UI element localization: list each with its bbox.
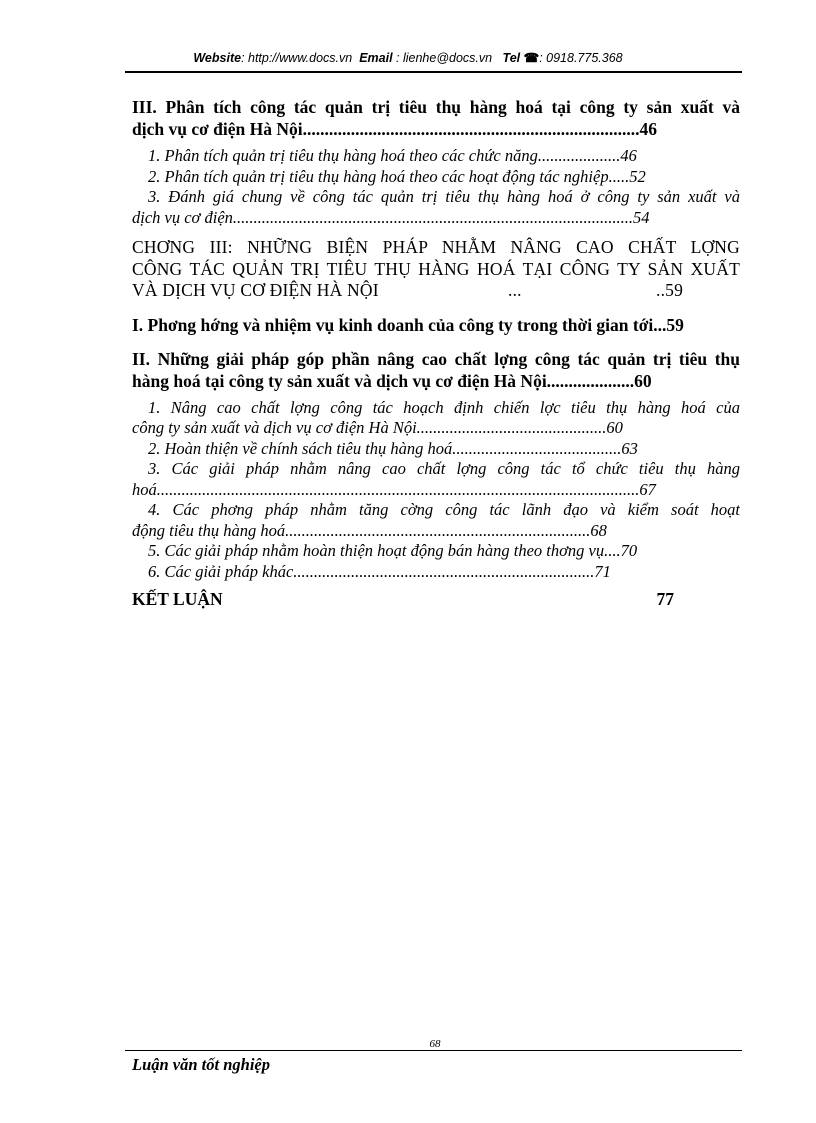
toc-section-i: I. Phơng hớng và nhiệm vụ kinh doanh của công ty trong thời gian tới...59 xyxy=(132,314,684,335)
toc-sub-3-line2: dịch vụ cơ điện.................................................................................................54 xyxy=(132,207,650,227)
toc-conclusion-page: 77 xyxy=(656,589,674,609)
toc-section-iii-line1: III. Phân tích công tác quản trị tiêu thụ hàng hoá tại công ty sản xuất và xyxy=(132,97,740,117)
footer-divider xyxy=(125,1050,742,1051)
toc-chapter-iii-line3-dots: ... xyxy=(508,280,522,300)
toc-section-iii-line2: dịch vụ cơ điện Hà Nội.............................................................................46 xyxy=(132,119,657,139)
toc-solution-3-line1: 3. Các giải pháp nhằm nâng cao chất lợng công tác tổ chức tiêu thụ hàng xyxy=(148,459,740,478)
toc-sub-3-line1: 3. Đánh giá chung về công tác quản trị tiêu thụ hàng hoá ở công ty sản xuất và xyxy=(148,187,740,206)
toc-sub-2: 2. Phân tích quản trị tiêu thụ hàng hoá theo các hoạt động tác nghiệp.....52 xyxy=(148,166,646,186)
toc-conclusion xyxy=(132,588,740,610)
toc-conclusion-label: KẾT LUẬN xyxy=(132,589,223,609)
header-divider xyxy=(125,71,742,73)
phone-icon: ☎ xyxy=(523,51,540,65)
toc-chapter-iii-line3 xyxy=(132,280,740,302)
toc-section-ii-line1: II. Những giải pháp góp phần nâng cao chất lợng công tác quản trị tiêu thụ xyxy=(132,348,740,369)
website-value[interactable]: : http://www.docs.vn xyxy=(241,51,353,65)
toc-chapter-iii-line2: CÔNG TÁC QUẢN TRỊ TIÊU THỤ HÀNG HOÁ TẠI CÔNG TY SẢN XUẤT xyxy=(132,258,740,279)
toc-solution-3-line2: hoá.....................................................................................................................67 xyxy=(132,479,656,499)
toc-solution-2: 2. Hoàn thiện về chính sách tiêu thụ hàng hoá.........................................63 xyxy=(148,438,638,458)
footer-title: Luận văn tốt nghiệp xyxy=(132,1055,270,1074)
toc-chapter-iii-line3-page: ..59 xyxy=(656,280,684,300)
page-number: 68 xyxy=(420,1038,450,1050)
tel-value: : 0918.775.368 xyxy=(539,51,623,65)
toc-sub-1: 1. Phân tích quản trị tiêu thụ hàng hoá theo các chức năng....................46 xyxy=(148,146,637,165)
tel-label: Tel xyxy=(502,51,521,65)
page-header xyxy=(0,50,816,65)
email-value[interactable]: : lienhe@docs.vn xyxy=(396,51,493,65)
toc-chapter-iii-line3-text: VÀ DỊCH VỤ CƠ ĐIỆN HÀ NỘI xyxy=(132,280,379,300)
table-of-contents xyxy=(132,96,740,610)
toc-section-ii-line2: hàng hoá tại công ty sản xuất và dịch vụ cơ điện Hà Nội....................60 xyxy=(132,370,652,391)
email-label: Email xyxy=(359,51,393,65)
toc-solution-6: 6. Các giải pháp khác.........................................................................71 xyxy=(148,561,611,581)
toc-solution-4-line2: động tiêu thụ hàng hoá..........................................................................68 xyxy=(132,520,607,540)
toc-chapter-iii-line1: CHƠNG III: NHỮNG BIỆN PHÁP NHẰM NÂNG CAO CHẤT LỢNG xyxy=(132,237,740,257)
toc-solution-4-line1: 4. Các phơng pháp nhằm tăng cờng công tác lãnh đạo và kiểm soát hoạt xyxy=(148,500,740,519)
website-label: Website xyxy=(193,51,242,65)
toc-solution-1-line2: công ty sản xuất và dịch vụ cơ điện Hà Nội..............................................60 xyxy=(132,418,623,437)
toc-solution-5: 5. Các giải pháp nhằm hoàn thiện hoạt động bán hàng theo thơng vụ....70 xyxy=(148,541,638,560)
toc-solution-1-line1: 1. Nâng cao chất lợng công tác hoạch định chiến lợc tiêu thụ hàng hoá của xyxy=(148,397,740,417)
